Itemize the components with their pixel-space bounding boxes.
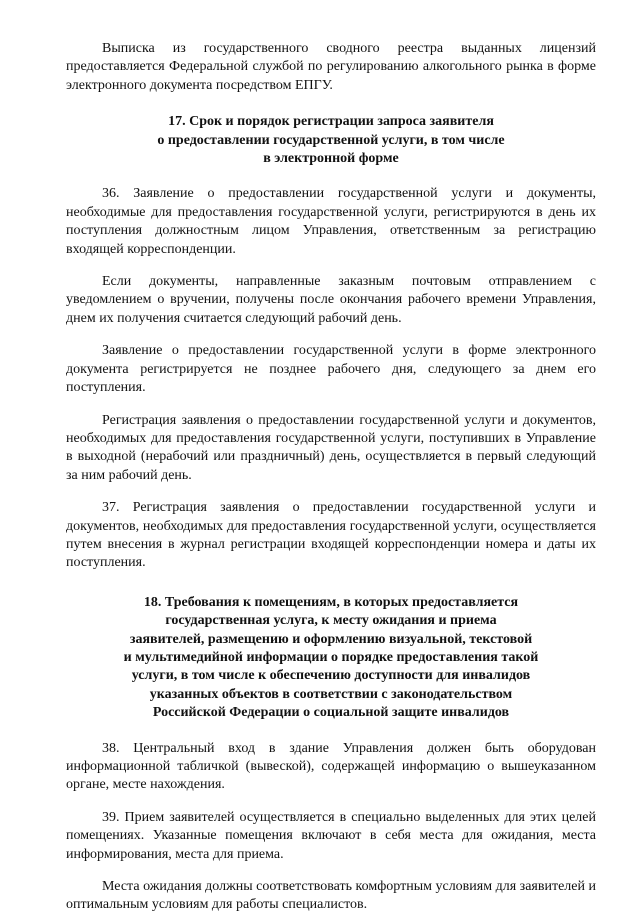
paragraph-39: 39. Прием заявителей осуществляется в специально выделенных для этих целей помещениях. Указанные помещения включают в себя места для ожидания, места информирования, места для приема. xyxy=(66,809,596,862)
paragraph-waiting-places: Места ожидания должны соответствовать комфортным условиям для заявителей и оптимальным условиям для работы специалистов. xyxy=(66,879,596,913)
paragraph-registered-mail: Если документы, направленные заказным почтовым отправлением с уведомлением о вручении, получены после окончания рабочего времени Управления, днем их получения считается следующий рабочий день. xyxy=(66,274,596,326)
paragraph-36: 36. Заявление о предоставлении государственной услуги и документы, необходимые для предоставления государственной услуги, регистрируются в день их поступления должностным лицом Управления, ответственным за регистрацию входящей корреспонденции. xyxy=(66,186,596,257)
section-18-heading-line: заявителей, размещению и оформлению визуальной, текстовой xyxy=(129,631,533,647)
section-18-heading-line: 18. Требования к помещениям, в которых предоставляется xyxy=(143,594,519,610)
section-18-heading-line: указанных объектов в соответствии с законодательством xyxy=(149,686,513,702)
section-17-heading xyxy=(66,113,596,168)
section-18-heading-line: и мультимедийной информации о порядке предоставления такой xyxy=(123,649,539,665)
section-18-heading xyxy=(66,594,596,723)
paragraph-38: 38. Центральный вход в здание Управления должен быть оборудован информационной табличкой (вывеской), содержащей информацию о вышеуказанном органе, месте нахождения. xyxy=(66,740,596,793)
paragraph-electronic-registration: Заявление о предоставлении государственной услуги в форме электронного документа регистрируется не позднее рабочего дня, следующего за днем его поступления. xyxy=(66,343,596,396)
paragraph-37: 37. Регистрация заявления о предоставлении государственной услуги и документов, необходимых для предоставления государственной услуги, осуществляется путем внесения в журнал регистрации входящей корреспонденции номера и даты их поступления. xyxy=(66,500,596,571)
intro-paragraph: Выписка из государственного сводного реестра выданных лицензий предоставляется Федеральной службой по регулированию алкогольного рынка в форме электронного документа посредством ЕПГУ. xyxy=(66,41,596,93)
section-17-heading-line: о предоставлении государственной услуги, в том числе xyxy=(157,132,505,148)
section-18-heading-line: государственная услуга, к месту ожидания и приема xyxy=(165,613,497,629)
section-17-heading-line: 17. Срок и порядок регистрации запроса заявителя xyxy=(168,114,494,130)
section-17-heading-line: в электронной форме xyxy=(263,151,399,167)
section-18-heading-line: услуги, в том числе к обеспечению доступности для инвалидов xyxy=(131,668,531,684)
paragraph-holiday-registration: Регистрация заявления о предоставлении государственной услуги и документов, необходимых для предоставления государственной услуги, поступивших в Управление в выходной (нерабочий или праздничный) день, осуществляется в первый следующий за ним рабочий день. xyxy=(66,412,596,483)
section-18-heading-line: Российской Федерации о социальной защите инвалидов xyxy=(152,705,510,721)
